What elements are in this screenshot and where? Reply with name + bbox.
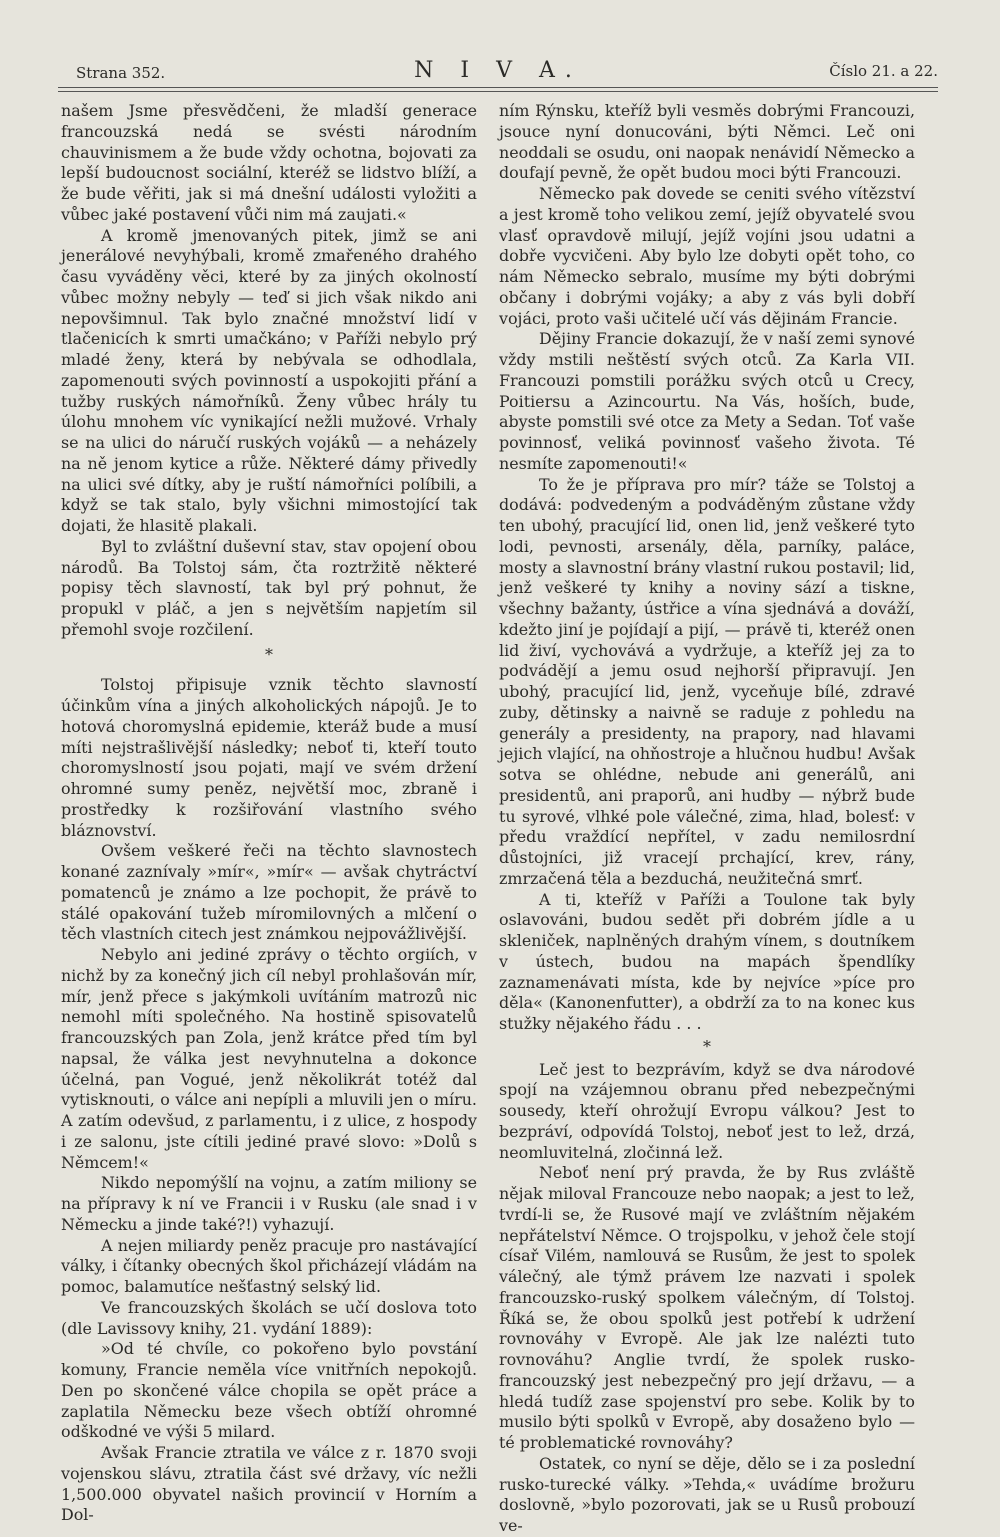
left-column — [61, 101, 477, 1525]
header-rule — [58, 87, 938, 88]
paragraph: Leč jest to bezprávím, když se dva národové spojí na vzájemnou obranu před nebezpečnými sousedy, kteří ohrožují Evropu válkou? Jest to bezpráví, odpovídá Tolstoj, neboť jest to lež, drzá, neomluvitelná, zločinná lež. — [499, 1059, 915, 1162]
paragraph: Byl to zvláštní duševní stav, stav opojení obou národů. Ba Tolstoj sám, čta roztržitě některé popisy těch slavností, tak byl prý pohnut, že propukl v pláč, a jen s největším napjetím sil přemohl svoje rozčilení. — [61, 536, 477, 639]
paragraph: Ovšem veškeré řeči na těchto slavnostech konané zaznívaly »mír«, »mír« — avšak chytráctví pomatenců je známo a lze pochopit, že právě to stálé opakování tužeb míromilovných a mlčení o těch vlastních citech jest známkou nejpovážlivější. — [61, 841, 477, 944]
paragraph: »Od té chvíle, co pokořeno bylo povstání komuny, Francie neměla více vnitřních nepokojů. Den po skončené válce chopila se opět práce a zaplatila Německu beze všech obtíží ohromné odškodné ve výši 5 milard. — [61, 1339, 477, 1442]
issue-number: Číslo 21. a 22. — [829, 62, 938, 80]
paragraph: To že je příprava pro mír? táže se Tolstoj a dodává: podvedeným a podváděným zůstane vždy ten ubohý, pracující lid, onen lid, jenž veškeré tyto lodi, pevnosti, arsenály, děla, parníky, paláce, mosty a slavnostní brány vlastní rukou postavil; lid, jenž veškeré ty knihy a noviny sází a tiskne, všechny bažanty, ústřice a vína sjednává a dováží, kdežto jiní je pojídají a pijí, — právě ti, kteréž onen lid živí, vychovává a vydržuje, a kteříž jej za to podvádějí a jemu osud nejhorší připravují. Jen ubohý, pracující lid, jenž, vyceňuje bílé, zdravé zuby, dětinsky a naivně se raduje z pohledu na generály a presidenty, na prapory, nad hlavami jejich vlající, na ohňostroje a hlučnou hudbu! Avšak sotva se ohlédne, nebude ani generálů, ani presidentů, ani praporů, ani hudby — nýbrž bude tu syrové, vlhké pole válečné, zima, hlad, bolesť: v předu vraždící nepřítel, v zadu nemilosrdní důstojníci, již vracejí prchající, krev, rány, zmrzačená těla a bezduchá, neužitečná smrť. — [499, 474, 915, 888]
running-header — [58, 58, 938, 86]
page-number: Strana 352. — [76, 64, 166, 82]
paragraph: Ve francouzských školách se učí doslova toto (dle Lavissovy knihy, 21. vydání 1889): — [61, 1297, 477, 1338]
paragraph: A kromě jmenovaných pitek, jimž se ani jenerálové nevyhýbali, kromě zmařeného drahého času vyváděny věci, které by za jiných okolností vůbec možny nebyly — teď si jich však nikdo ani nepovšimnul. Tak bylo značné množství lidí v tlačenicích k smrti umačkáno; v Paříži nebylo prý mladé ženy, která by nebývala se odhodlala, zapomenouti svých povinností a uspokojiti přání a tužby ruských námořníků. Ženy vůbec hrály tu úlohu mnohem víc vynikající nežli mužové. Vrhaly se na ulici do náručí ruských vojáků — a neházely na ně jenom kytice a růže. Některé dámy přivedly na ulici své dítky, aby je ruští námořníci políbili, a když se tak stalo, byly všichni mimostojící tak dojati, že hlasitě plakali. — [61, 225, 477, 535]
journal-title: N I V A. — [414, 58, 582, 83]
paragraph: Nebylo ani jediné zprávy o těchto orgiích, v nichž by za konečný jich cíl nebyl prohlašován mír, mír, jenž přece s jakýmkoli uvítáním matrozů nic nemohl míti společného. Na hostině spisovatelů francouzských pan Zola, jenž krátce před tím byl napsal, že válka jest nevyhnutelna a dokonce účelná, pan Vogué, jenž několikrát totéž dal vytisknouti, o válce ani nepípli a mluvili jen o míru. A zatím odevšud, z parlamentu, i z ulice, z hospody i ze salonu, jste cítili jediné pravé slovo: »Dolů s Němcem!« — [61, 945, 477, 1172]
paragraph: Nikdo nepomýšlí na vojnu, a zatím miliony se na přípravy k ní ve Francii i v Rusku (ale snad i v Německu a jinde také?!) vyhazují. — [61, 1173, 477, 1234]
paragraph: A nejen miliardy peněz pracuje pro nastávající války, i čítanky obecných škol přicházejí vládám na pomoc, balamutíce nešťastný selský lid. — [61, 1235, 477, 1296]
paragraph: Ostatek, co nyní se děje, dělo se i za poslední rusko-turecké války. »Tehda,« uvádíme brožuru doslovně, »bylo pozorovati, jak se u Rusů probouzí ve- — [499, 1453, 915, 1535]
paragraph: Dějiny Francie dokazují, že v naší zemi synové vždy mstili neštěstí svých otců. Za Karla VII. Francouzi pomstili porážku svých otců u Crecy, Poitiersu a Azincourtu. Na Vás, hoších, bude, abyste pomstili své otce za Mety a Sedan. Toť vaše povinnosť, veliká povinnosť vašeho života. Té nesmíte zapomenouti!« — [499, 329, 915, 473]
paragraph: Německo pak dovede se ceniti svého vítězství a jest kromě toho velikou zemí, jejíž obyvatelé svou vlasť opravdově milují, jejíž vojíni jsou udatni a dobře vycvičeni. Aby bylo lze dobyti opět toho, co nám Německo sebralo, musíme my býti dobrými občany i dobrými vojáky; a aby z vás byli dobří vojáci, proto vaši učitelé učí vás dějinám Francie. — [499, 184, 915, 328]
paragraph: našem Jsme přesvědčeni, že mladší generace francouzská nedá se svésti národním chauvinismem a že bude vždy ochotna, bojovati za lepší budoucnost sociální, kteréž se lidstvo blíží, a že bude věřiti, jak si má dnešní události vyložiti a vůbec jaké postavení vůči nim má zaujati.« — [61, 101, 477, 224]
paragraph: Neboť není prý pravda, že by Rus zvláště nějak miloval Francouze nebo naopak; a jest to lež, tvrdí-li se, že Rusové mají ve zvláštním nějakém nepřátelství Němce. O trojspolku, v jehož čele stojí císař Vilém, namlouvá se Rusům, že jest to spolek válečný, ale týmž právem lze nazvati i spolek francouzsko-ruský spolkem válečným, dí Tolstoj. Říká se, že obou spolků jest potřebí k udržení rovnováhy v Evropě. Ale jak lze nalézti tuto rovnováhu? Anglie tvrdí, že spolek rusko-francouzský jest nebezpečný pro její državu, — a hledá tudíž zase spojenství pro sebe. Kolik by to musilo býti spolků v Evropě, aby dosaženo bylo — té problematické rovnováhy? — [499, 1163, 915, 1452]
right-column — [499, 101, 915, 1535]
section-separator: * — [265, 644, 273, 664]
header-rule-double — [58, 91, 938, 92]
paragraph: A ti, kteříž v Paříži a Toulone tak byly oslavováni, budou sedět při dobrém jídle a u skleniček, naplněných drahým vínem, s doutníkem v ústech, budou na mapách špendlíky zaznamenávati místa, kde by nejvíce »píce pro děla« (Kanonenfutter), a obdrží za to na konec kus stužky nějakého řádu . . . — [499, 889, 915, 1033]
paragraph: Tolstoj připisuje vznik těchto slavností účinkům vína a jiných alkoholických nápojů. Je to hotová choromyslná epidemie, kteráž bude a musí míti nejstrašlivější následky; neboť ti, kteří touto choromyslností jsou pojati, mají ve svém držení ohromné sumy peněz, největší moc, zbraně i prostředky k rozšiřování vlastního svého bláznovství. — [61, 675, 477, 840]
paragraph: ním Rýnsku, kteříž byli vesměs dobrými Francouzi, jsouce nyní donucováni, býti Němci. Leč oni neoddali se osudu, oni naopak nenávidí Německo a doufají pevně, že opět budou moci býti Francouzi. — [499, 101, 915, 183]
section-separator: * — [703, 1036, 711, 1056]
paragraph: Avšak Francie ztratila ve válce z r. 1870 svoji vojenskou slávu, ztratila část své državy, víc nežli 1,500.000 obyvatel našich provincií v Horním a Dol- — [61, 1443, 477, 1525]
